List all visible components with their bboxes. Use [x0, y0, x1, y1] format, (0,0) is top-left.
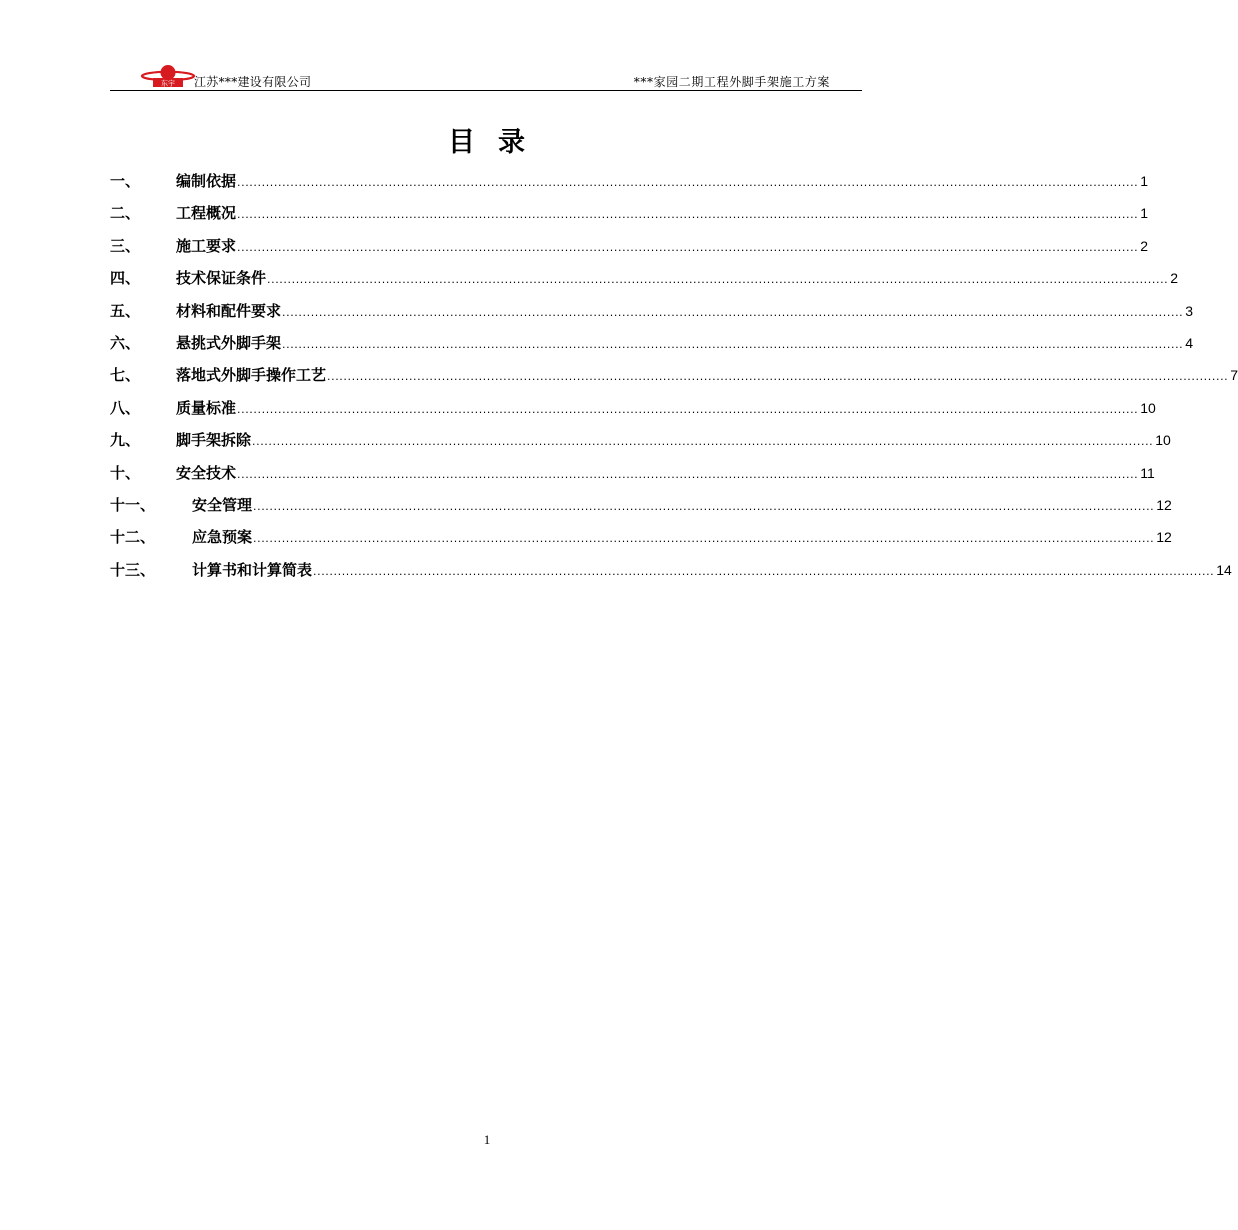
toc-dot-leader: ............................................................................................................................................................................................................................ [252, 435, 1154, 449]
toc-dot-leader: ............................................................................................................................................................................................................................ [313, 564, 1215, 578]
toc-dot-leader: ............................................................................................................................................................................................................................ [327, 370, 1229, 384]
toc-dot-leader: ............................................................................................................................................................................................................................ [237, 402, 1139, 416]
svg-text:东宇: 东宇 [161, 79, 175, 88]
toc-entry-page: 4 [1185, 334, 1194, 351]
toc-entry-number: 八、 [110, 398, 141, 417]
toc-entry-number: 十一、 [110, 495, 156, 514]
toc-dot-leader: ............................................................................................................................................................................................................................ [237, 208, 1139, 222]
toc-entry-page: 7 [1230, 367, 1238, 384]
toc-entry-label: 落地式外脚手操作工艺 [176, 366, 327, 385]
toc-entry-number: 四、 [110, 269, 141, 288]
toc-entry-label: 应急预案 [192, 528, 253, 547]
toc-entry-page: 2 [1170, 270, 1179, 287]
toc-entry-page: 12 [1156, 529, 1172, 546]
toc-dot-leader: ............................................................................................................................................................................................................................ [237, 467, 1139, 481]
page-header [110, 62, 862, 91]
toc-entry[interactable] [110, 267, 1179, 299]
toc-entry-label: 质量标准 [176, 398, 237, 417]
toc-entry-label: 施工要求 [176, 236, 237, 255]
toc-entry-number: 三、 [110, 236, 141, 255]
toc-entry-page: 11 [1140, 464, 1155, 481]
toc-entry-page: 14 [1216, 561, 1232, 578]
toc-entry-number: 十三、 [110, 560, 156, 579]
company-logo [140, 64, 196, 88]
toc-dot-leader: ............................................................................................................................................................................................................................ [267, 273, 1169, 287]
toc-entry[interactable] [110, 559, 1232, 591]
toc-entry-label: 安全管理 [192, 495, 253, 514]
toc-dot-leader: ............................................................................................................................................................................................................................ [237, 176, 1139, 189]
toc-entry-label: 工程概况 [176, 204, 237, 223]
toc-entry-number: 十二、 [110, 528, 156, 547]
toc-dot-leader: ............................................................................................................................................................................................................................ [253, 532, 1155, 546]
toc-entry[interactable] [110, 332, 1194, 364]
toc-entry[interactable] [110, 170, 1149, 202]
page-number: 1 [483, 1132, 491, 1147]
toc-entry[interactable] [110, 300, 1194, 332]
toc-entry[interactable] [110, 494, 1172, 526]
toc-entry-number: 二、 [110, 204, 141, 223]
toc-entry-number: 六、 [110, 333, 141, 352]
table-of-contents [110, 170, 1238, 591]
toc-dot-leader: ............................................................................................................................................................................................................................ [282, 337, 1184, 351]
toc-entry-label: 材料和配件要求 [176, 301, 282, 320]
toc-entry-page: 3 [1185, 302, 1194, 319]
document-title: ***家园二期工程外脚手架施工方案 [633, 75, 830, 89]
toc-entry[interactable] [110, 397, 1156, 429]
toc-entry-label: 安全技术 [176, 463, 237, 482]
toc-entry-page: 1 [1140, 173, 1149, 189]
toc-entry[interactable] [110, 364, 1238, 396]
toc-entry-number: 五、 [110, 301, 141, 320]
toc-entry[interactable] [110, 235, 1149, 267]
toc-entry-label: 计算书和计算简表 [192, 560, 313, 579]
toc-entry[interactable] [110, 526, 1172, 558]
toc-entry-label: 技术保证条件 [176, 269, 267, 288]
toc-entry-number: 九、 [110, 431, 141, 450]
toc-entry-label: 悬挑式外脚手架 [176, 333, 282, 352]
toc-title: 目 录 [448, 127, 526, 158]
company-name: 江苏***建设有限公司 [194, 75, 312, 89]
toc-entry[interactable] [110, 202, 1149, 234]
toc-entry-number: 一、 [110, 172, 141, 190]
toc-entry-page: 10 [1155, 432, 1171, 449]
toc-entry-page: 2 [1140, 237, 1149, 254]
toc-entry-label: 脚手架拆除 [176, 431, 252, 450]
toc-entry[interactable] [110, 462, 1155, 494]
toc-entry-page: 10 [1140, 399, 1156, 416]
toc-entry-page: 1 [1140, 205, 1149, 222]
toc-entry-number: 十、 [110, 463, 141, 482]
toc-entry-label: 编制依据 [176, 172, 237, 190]
toc-entry-number: 七、 [110, 366, 141, 385]
toc-entry[interactable] [110, 429, 1171, 461]
toc-dot-leader: ............................................................................................................................................................................................................................ [253, 499, 1155, 513]
toc-dot-leader: ............................................................................................................................................................................................................................ [282, 305, 1184, 319]
toc-dot-leader: ............................................................................................................................................................................................................................ [237, 240, 1139, 254]
toc-entry-page: 12 [1156, 496, 1172, 513]
